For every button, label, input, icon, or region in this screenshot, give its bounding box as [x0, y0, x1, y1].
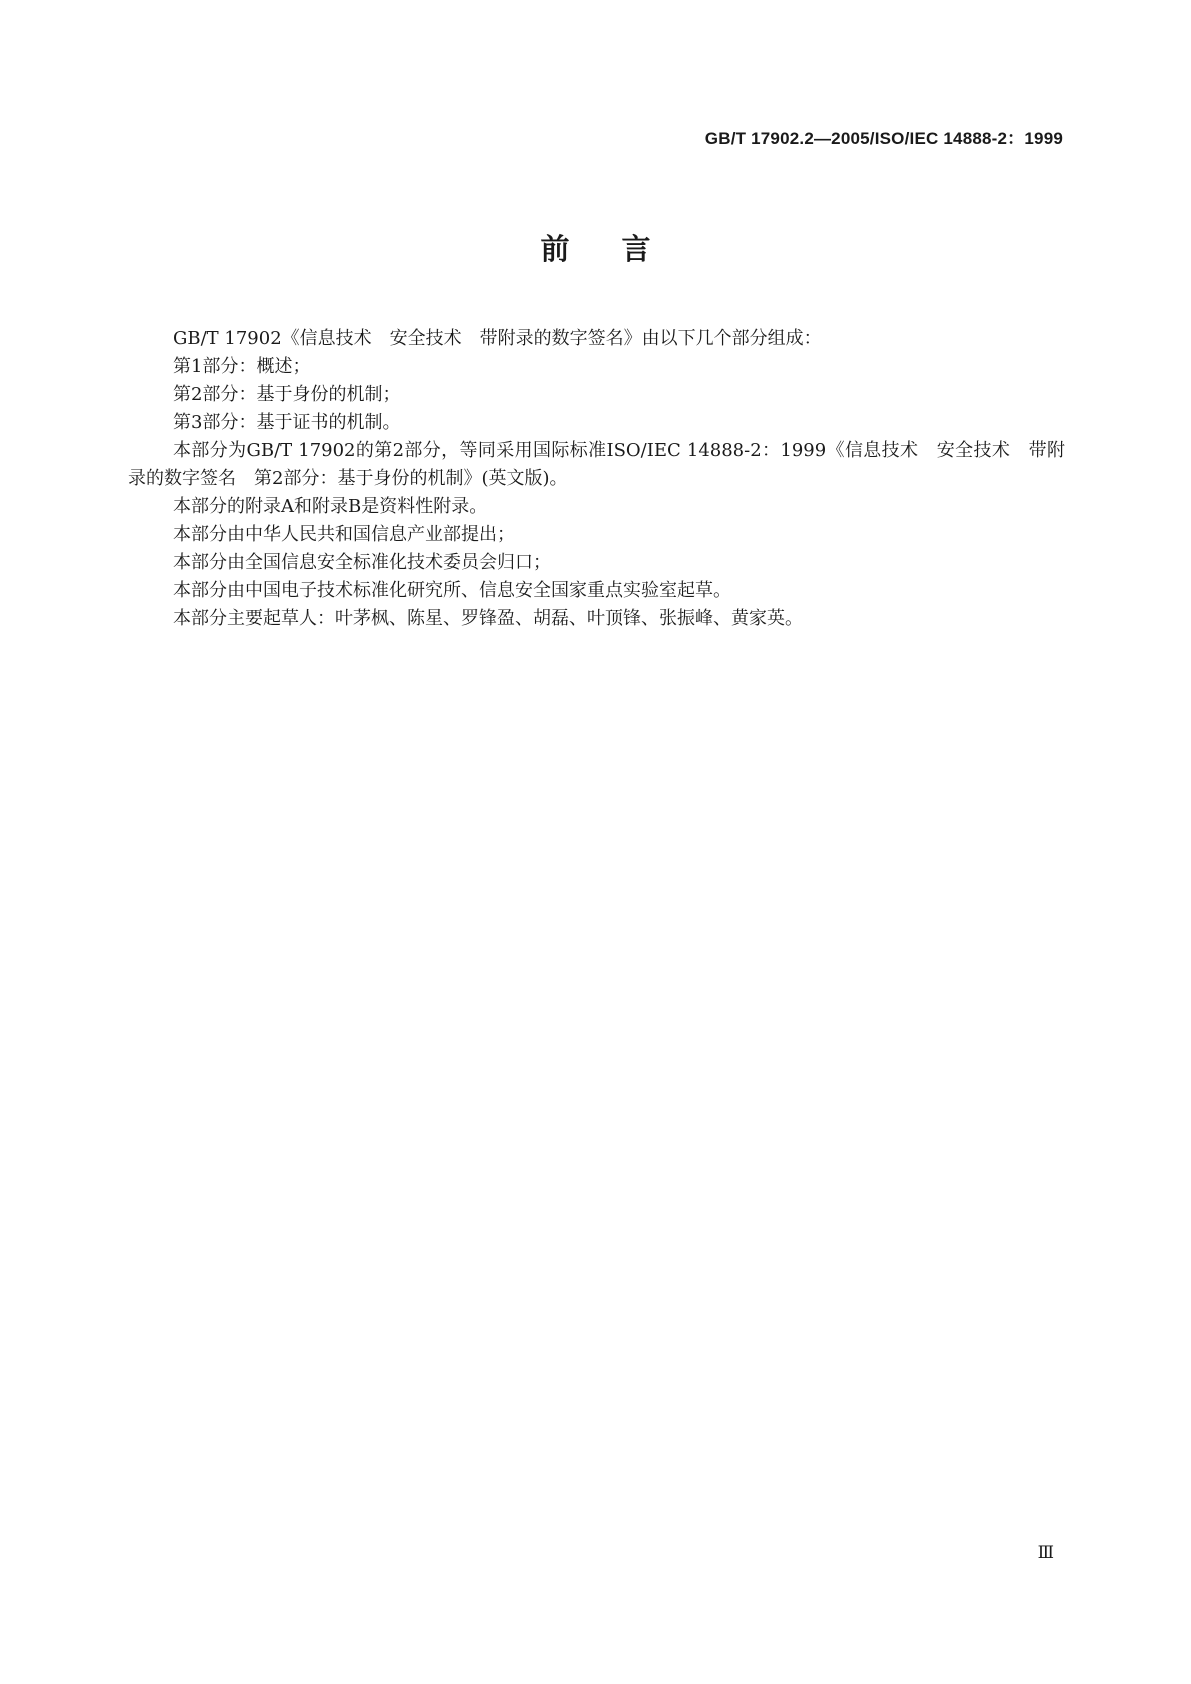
page-title: 前言	[540, 232, 703, 266]
foreword-body	[128, 325, 1065, 633]
paragraph-technical-committee: 本部分由全国信息安全标准化技术委员会归口；	[173, 552, 551, 573]
paragraph-proposer: 本部分由中华人民共和国信息产业部提出；	[173, 524, 515, 545]
paragraph-part-1: 第1部分：概述；	[173, 356, 311, 377]
paragraph-drafters: 本部分主要起草人：叶茅枫、陈星、罗锋盈、胡磊、叶顶锋、张振峰、黄家英。	[173, 608, 803, 629]
paragraph-parts-intro: GB/T 17902《信息技术 安全技术 带附录的数字签名》由以下几个部分组成：	[173, 328, 822, 349]
page-number: Ⅲ	[1037, 1543, 1054, 1563]
paragraph-drafting-organizations: 本部分由中国电子技术标准化研究所、信息安全国家重点实验室起草。	[173, 580, 731, 601]
standard-number-header: GB/T 17902.2—2005/ISO/IEC 14888-2：1999	[704, 129, 1063, 148]
paragraph-part-2: 第2部分：基于身份的机制；	[173, 384, 401, 405]
paragraph-adoption: 本部分为GB/T 17902的第2部分，等同采用国际标准ISO/IEC 14888-2：1999《信息技术 安全技术 带附录的数字签名 第2部分：基于身份的机制》(英文版)。	[128, 440, 1065, 489]
paragraph-part-3: 第3部分：基于证书的机制。	[173, 412, 401, 433]
paragraph-annexes: 本部分的附录A和附录B是资料性附录。	[173, 496, 488, 517]
